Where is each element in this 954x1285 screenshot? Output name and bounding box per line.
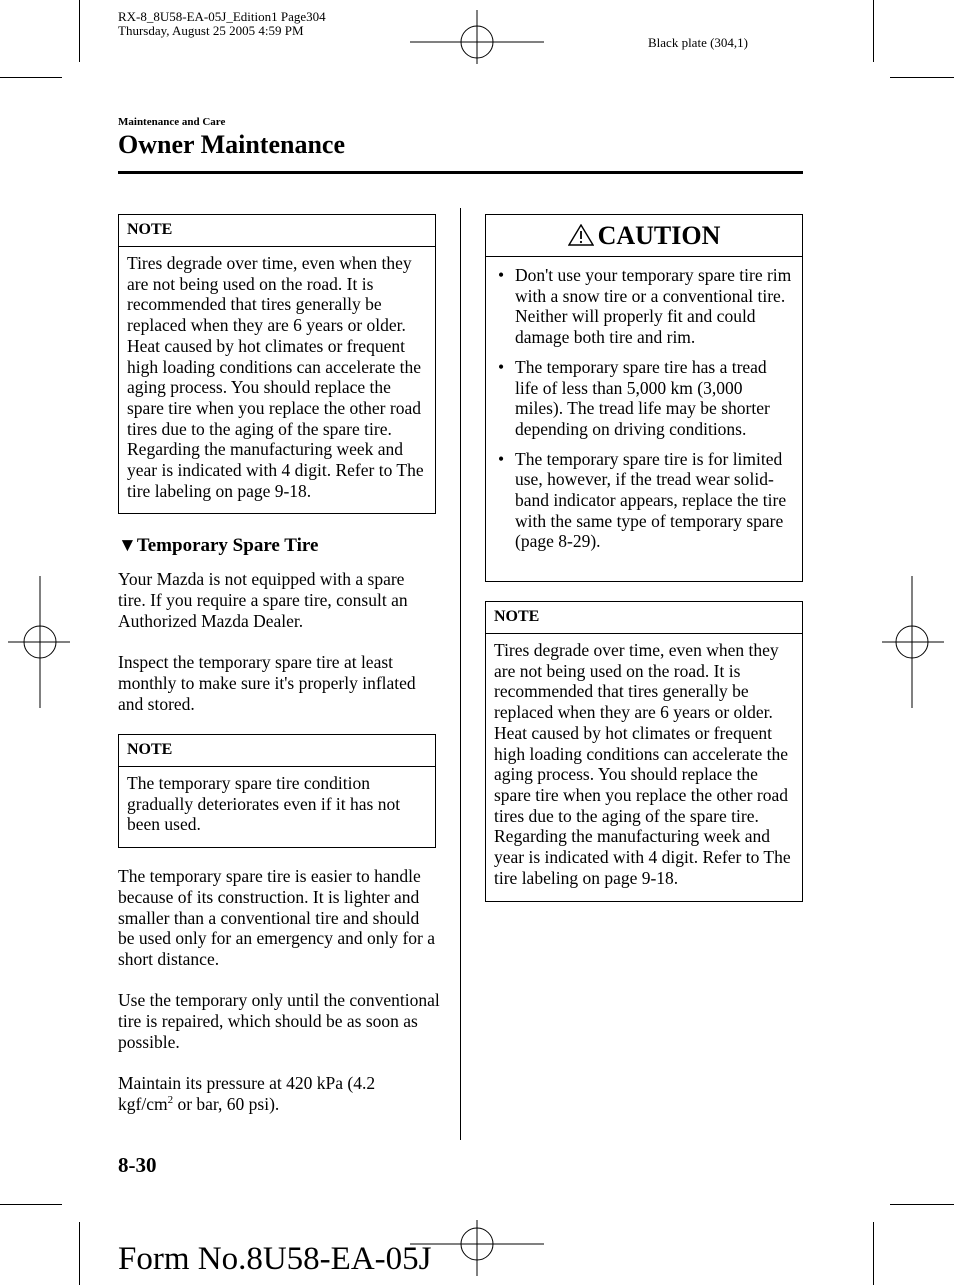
title-rule	[118, 171, 803, 174]
registration-mark-left	[4, 576, 70, 708]
page-number: 8-30	[118, 1153, 157, 1177]
subheading-temporary-spare-tire	[118, 535, 318, 557]
note-box-deteriorates	[118, 734, 436, 848]
caution-heading: CAUTION	[486, 215, 802, 257]
note-box-aging-right	[485, 601, 803, 902]
subheading-text: Temporary Spare Tire	[136, 535, 319, 556]
plate-label: Black plate (304,1)	[648, 35, 748, 50]
paragraph-use-until: Use the temporary only until the conventional tire is repaired, which should be as soon as possible.	[118, 990, 440, 1052]
bullet-icon: •	[498, 356, 505, 377]
form-number: Form No.8U58-EA-05J	[118, 1241, 432, 1277]
note-heading: NOTE	[119, 735, 435, 767]
column-divider	[460, 208, 461, 1140]
registration-mark-top	[410, 6, 544, 66]
print-date-line: Thursday, August 25 2005 4:59 PM	[118, 23, 304, 38]
note-body: Tires degrade over time, even when they are not being used on the road. It is recommended that tires generally be replaced when they are 6 years or older. Heat caused by hot climates or frequent high loading conditions can accelerate the aging process. You should replace the spare tire when you replace the other road tires due to the aging of the spare tire. Regarding the manufacturing week and year is indicated with 4 digit. Refer to The tire labeling on page 9-18.	[494, 640, 791, 888]
bullet-icon: •	[498, 448, 505, 469]
paragraph-not-equipped: Your Mazda is not equipped with a spare tire. If you require a spare tire, consult an Authorized Mazda Dealer.	[118, 569, 408, 631]
caution-item: • Don't use your temporary spare tire rim with a snow tire or a conventional tire. Neither will properly fit and could damage both tire and rim.	[498, 265, 792, 348]
note-heading: NOTE	[119, 215, 435, 247]
paragraph-pressure: Maintain its pressure at 420 kPa (4.2 kgf/$cm^2$ or bar, 60 psi).	[118, 1073, 376, 1114]
registration-mark-right	[882, 576, 948, 708]
paragraph-construction: The temporary spare tire is easier to handle because of its construction. It is lighter and smaller than a conventional tire and should be used only for an emergency and only for a short distance.	[118, 866, 435, 970]
caution-box	[485, 214, 803, 582]
note-body: The temporary spare tire condition gradually deteriorates even if it has not been used.	[127, 773, 401, 835]
bullet-icon: •	[498, 265, 505, 285]
caution-list	[486, 257, 802, 560]
section-label: Maintenance and Care	[118, 116, 226, 128]
caution-item: • The temporary spare tire is for limited use, however, if the tread wear solid-band indicator appears, replace the tire with the same type of temporary spare (page 8-29).	[498, 448, 787, 552]
print-file-line: RX-8_8U58-EA-05J_Edition1 Page304	[118, 9, 326, 24]
note-box-aging	[118, 214, 436, 514]
note-heading: NOTE	[486, 602, 802, 634]
note-body: Tires degrade over time, even when they are not being used on the road. It is recommended that tires generally be replaced when they are 6 years or older. Heat caused by hot climates or frequent high loading conditions can accelerate the aging process. You should replace the spare tire when you replace the other road tires due to the aging of the spare tire. Regarding the manufacturing week and year is indicated with 4 digit. Refer to The tire labeling on page 9-18.	[127, 253, 424, 501]
triangle-down-icon: ▼	[118, 535, 137, 556]
page-title: Owner Maintenance	[118, 130, 345, 159]
warning-triangle-icon	[568, 224, 594, 246]
caution-item: • The temporary spare tire has a tread life of less than 5,000 km (3,000 miles). The tread life may be shorter depending on driving conditions.	[498, 356, 770, 439]
paragraph-inspect: Inspect the temporary spare tire at least monthly to make sure it's properly inflated and stored.	[118, 652, 416, 714]
